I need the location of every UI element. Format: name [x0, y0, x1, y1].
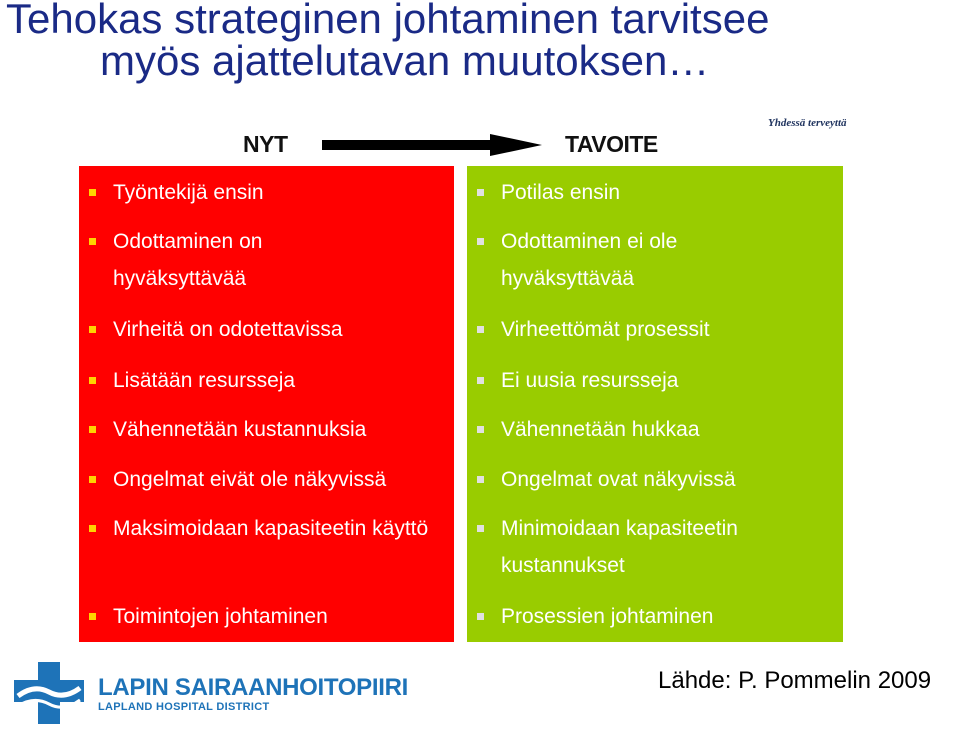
bullet-icon	[89, 238, 96, 245]
slide-title-line-2: myös ajattelutavan muutoksen…	[100, 37, 710, 84]
bullet-icon	[477, 326, 484, 333]
list-item: Prosessien johtaminen	[501, 598, 835, 635]
medical-cross-logo-icon	[14, 662, 84, 724]
list-item: Ei uusia resursseja	[501, 362, 835, 399]
bullet-icon	[89, 426, 96, 433]
organization-name: LAPIN SAIRAANHOITOPIIRI	[98, 674, 409, 701]
bullet-icon	[477, 238, 484, 245]
list-item: Lisätään resursseja	[113, 362, 446, 399]
transition-arrow-icon	[322, 134, 542, 156]
slide-title-line-1: Tehokas strateginen johtaminen tarvitsee	[6, 0, 770, 42]
bullet-icon	[89, 189, 96, 196]
list-item: Maksimoidaan kapasiteetin käyttö	[113, 510, 433, 547]
list-item: Odottaminen ei ole hyväksyttävää	[501, 223, 731, 297]
panel-goal	[467, 166, 843, 642]
bullet-icon	[477, 613, 484, 620]
list-item: Virheettömät prosessit	[501, 311, 835, 348]
bullet-icon	[477, 525, 484, 532]
bullet-icon	[477, 189, 484, 196]
panel-now	[79, 166, 454, 642]
list-item: Ongelmat eivät ole näkyvissä	[113, 461, 446, 498]
bullet-icon	[477, 377, 484, 384]
list-item: Potilas ensin	[501, 174, 835, 211]
bullet-icon	[89, 326, 96, 333]
header-goal: TAVOITE	[565, 131, 658, 157]
list-item: Työntekijä ensin	[113, 174, 446, 211]
list-item: Virheitä on odotettavissa	[113, 311, 446, 348]
source-citation: Lähde: P. Pommelin 2009	[658, 667, 932, 694]
list-item: Vähennetään hukkaa	[501, 411, 835, 448]
list-item: Minimoidaan kapasiteetin kustannukset	[501, 510, 801, 584]
bullet-icon	[89, 377, 96, 384]
bullet-icon	[477, 476, 484, 483]
bullet-icon	[89, 476, 96, 483]
organization-subtitle: LAPLAND HOSPITAL DISTRICT	[98, 701, 270, 713]
bullet-icon	[89, 613, 96, 620]
bullet-icon	[89, 525, 96, 532]
bullet-icon	[477, 426, 484, 433]
list-item: Odottaminen on hyväksyttävää	[113, 223, 333, 297]
list-item: Vähennetään kustannuksia	[113, 411, 446, 448]
list-item: Ongelmat ovat näkyvissä	[501, 461, 835, 498]
list-item: Toimintojen johtaminen	[113, 598, 446, 635]
header-now: NYT	[243, 131, 288, 157]
brand-tagline: Yhdessä terveyttä	[768, 117, 847, 129]
